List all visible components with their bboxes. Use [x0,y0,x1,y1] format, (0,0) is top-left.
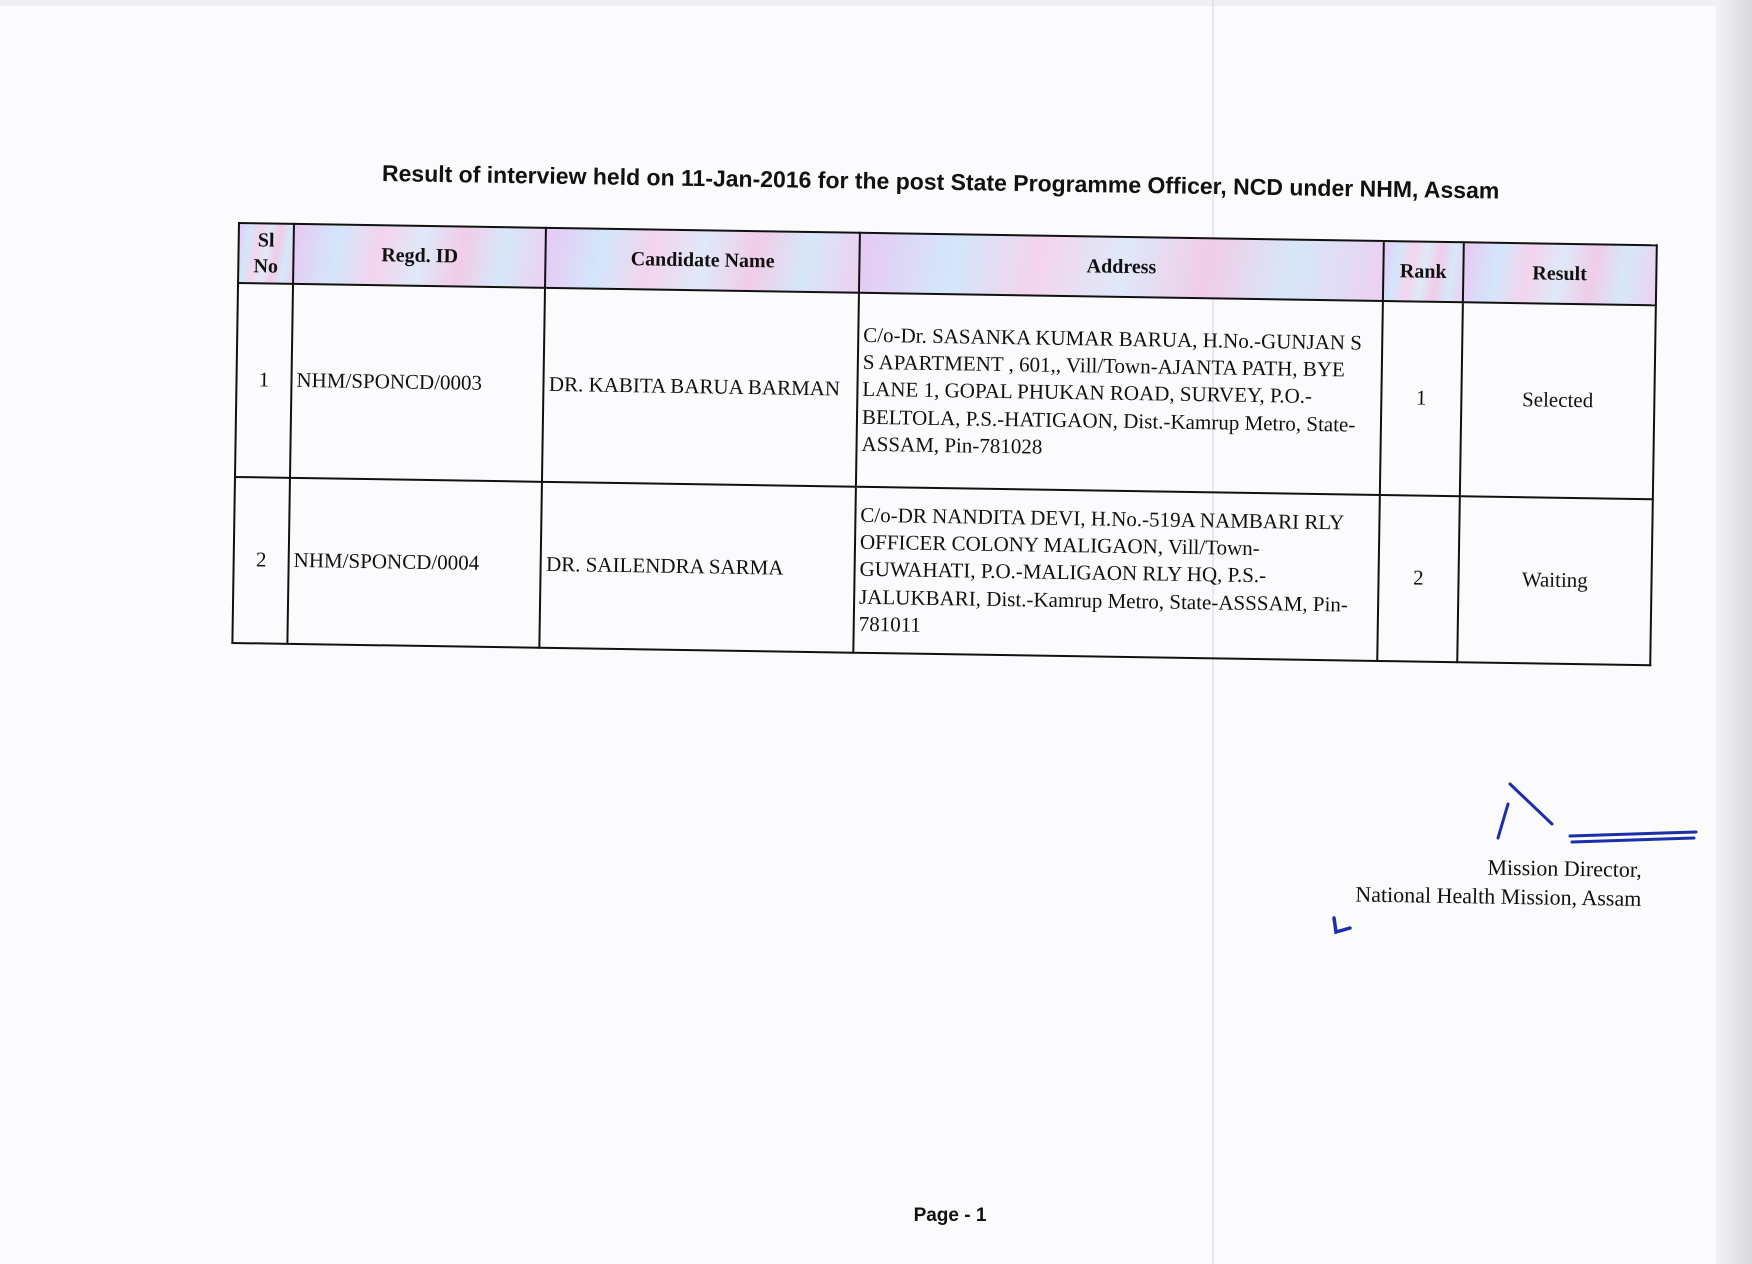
header-candidate-name: Candidate Name [545,228,859,293]
scan-right-edge [1716,0,1752,1264]
cell-address: C/o-DR NANDITA DEVI, H.No.-519A NAMBARI RLY OFFICER COLONY MALIGAON, Vill/Town-GUWAHATI, P.O.-MALIGAON RLY HQ, P.S.-JALUKBARI, Dist.-Kamrup Metro, State-ASSSAM, Pin-781011 [853,487,1380,661]
cell-candidate-name: DR. KABITA BARUA BARMAN [542,288,859,487]
cell-sl-no: 2 [232,477,290,644]
signatory-block [1329,851,1642,913]
header-result: Result [1462,242,1656,305]
cell-result: Waiting [1457,496,1653,665]
header-rank: Rank [1383,241,1463,302]
header-regd-id: Regd. ID [293,224,546,288]
cell-address: C/o-Dr. SASANKA KUMAR BARUA, H.No.-GUNJAN S S APARTMENT , 601,, Vill/Town-AJANTA PATH, BYE LANE 1, GOPAL PHUKAN ROAD, SURVEY, P.O.-BELTOLA, P.S.-HATIGAON, Dist.-Kamrup Metro, State-ASSAM, Pin-781028 [856,293,1383,495]
handwritten-signature [1488,780,1708,850]
header-sl-no: Sl No [238,223,294,284]
signatory-designation: Mission Director, [1487,854,1642,882]
result-table-container [231,222,1657,666]
cell-result: Selected [1459,302,1655,499]
signatory-organization: National Health Mission, Assam [1355,881,1642,911]
table-row [235,283,1656,499]
cell-sl-no: 1 [235,283,293,478]
cell-regd-id: NHM/SPONCD/0003 [290,284,545,482]
cell-regd-id: NHM/SPONCD/0004 [287,478,542,648]
ink-tick-mark [1328,912,1358,938]
header-address: Address [859,233,1384,301]
page-number: Page - 1 [913,1205,987,1226]
cell-rank: 1 [1380,301,1462,496]
table-row [232,477,1652,665]
cell-candidate-name: DR. SAILENDRA SARMA [540,482,856,653]
result-table [231,222,1657,666]
document-title: Result of interview held on 11-Jan-2016 for the post State Programme Officer, NCD under NHM, Assam [381,160,1500,204]
scan-top-edge [0,0,1752,6]
cell-rank: 2 [1377,495,1459,662]
